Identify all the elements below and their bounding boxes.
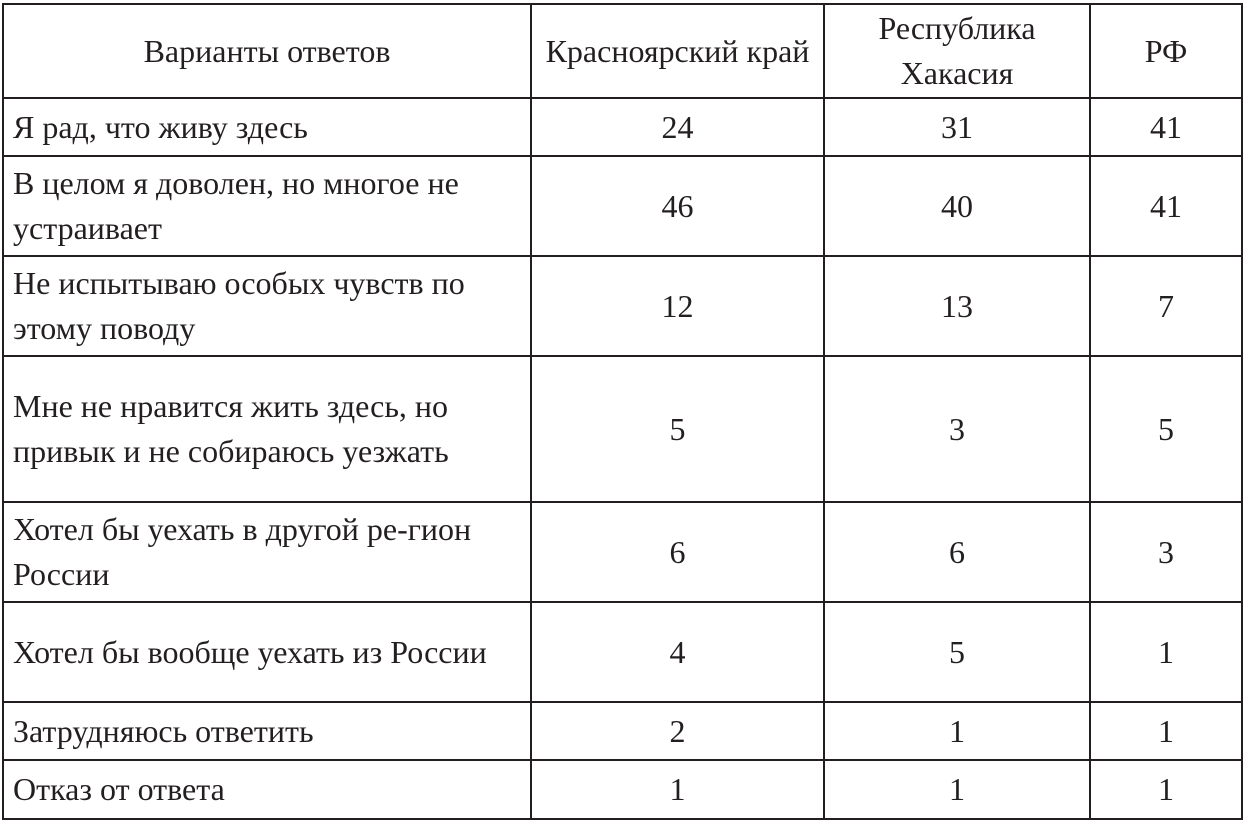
cell-khakassia: 40 xyxy=(824,156,1090,256)
header-krasnoyarsk: Красноярский край xyxy=(531,4,824,98)
cell-rf: 7 xyxy=(1090,256,1242,356)
row-label: Хотел бы вообще уехать из России xyxy=(3,602,531,702)
cell-khakassia: 31 xyxy=(824,98,1090,156)
row-label: Затрудняюсь ответить xyxy=(3,702,531,760)
cell-khakassia: 1 xyxy=(824,760,1090,819)
cell-rf: 1 xyxy=(1090,602,1242,702)
cell-krasnoyarsk: 5 xyxy=(531,356,824,502)
table-row xyxy=(3,256,1242,356)
cell-khakassia: 5 xyxy=(824,602,1090,702)
cell-krasnoyarsk: 1 xyxy=(531,760,824,819)
cell-khakassia: 1 xyxy=(824,702,1090,760)
header-rf: РФ xyxy=(1090,4,1242,98)
cell-khakassia: 6 xyxy=(824,502,1090,602)
table-row xyxy=(3,156,1242,256)
table-row xyxy=(3,702,1242,760)
header-khakassia: Республика Хакасия xyxy=(824,4,1090,98)
cell-rf: 5 xyxy=(1090,356,1242,502)
cell-krasnoyarsk: 12 xyxy=(531,256,824,356)
cell-rf: 3 xyxy=(1090,502,1242,602)
table-row xyxy=(3,502,1242,602)
cell-krasnoyarsk: 2 xyxy=(531,702,824,760)
cell-krasnoyarsk: 24 xyxy=(531,98,824,156)
cell-rf: 41 xyxy=(1090,98,1242,156)
row-label: Не испытываю особых чувств по этому поводу xyxy=(3,256,531,356)
row-label: Отказ от ответа xyxy=(3,760,531,819)
cell-khakassia: 13 xyxy=(824,256,1090,356)
header-answer-options: Варианты ответов xyxy=(3,4,531,98)
cell-krasnoyarsk: 4 xyxy=(531,602,824,702)
row-label: В целом я доволен, но многое не устраивает xyxy=(3,156,531,256)
row-label: Я рад, что живу здесь xyxy=(3,98,531,156)
table-row xyxy=(3,760,1242,819)
table-row xyxy=(3,602,1242,702)
row-label: Мне не нравится жить здесь, но привык и не собираюсь уезжать xyxy=(3,356,531,502)
table-row xyxy=(3,98,1242,156)
table-row xyxy=(3,356,1242,502)
header-row xyxy=(3,4,1242,98)
cell-rf: 1 xyxy=(1090,760,1242,819)
row-label: Хотел бы уехать в другой ре-гион России xyxy=(3,502,531,602)
cell-krasnoyarsk: 46 xyxy=(531,156,824,256)
cell-krasnoyarsk: 6 xyxy=(531,502,824,602)
cell-rf: 41 xyxy=(1090,156,1242,256)
cell-khakassia: 3 xyxy=(824,356,1090,502)
cell-rf: 1 xyxy=(1090,702,1242,760)
survey-table xyxy=(2,3,1243,820)
